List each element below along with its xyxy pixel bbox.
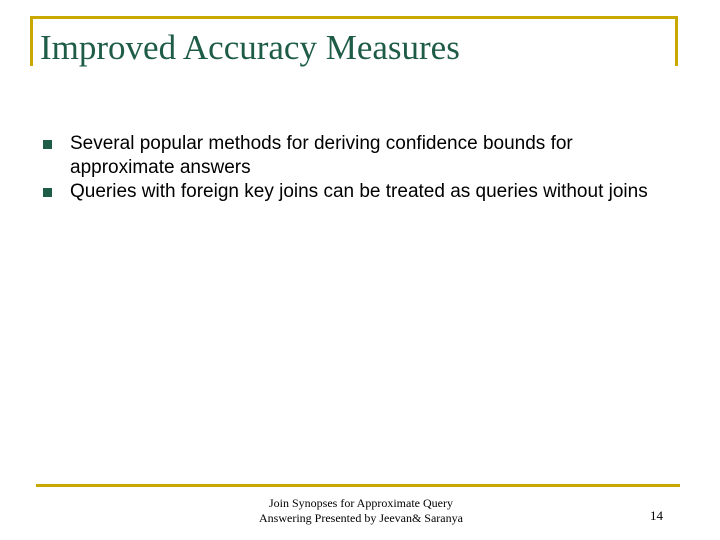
frame-right-rule <box>675 16 678 66</box>
footer-caption-line-2: Answering Presented by Jeevan& Saranya <box>259 511 463 525</box>
footer-rule <box>36 484 680 487</box>
square-bullet-icon <box>43 140 52 149</box>
slide-title: Improved Accuracy Measures <box>40 28 460 67</box>
square-bullet-icon <box>43 188 52 197</box>
bullet-text: Several popular methods for deriving confidence bounds for approximate answers <box>70 133 573 178</box>
bullet-item <box>38 132 678 180</box>
bullet-item <box>38 180 678 204</box>
page-number: 14 <box>650 508 663 523</box>
footer-caption <box>230 496 492 526</box>
bullet-text: Queries with foreign key joins can be treated as queries without joins <box>70 181 648 202</box>
frame-left-rule <box>30 16 33 66</box>
frame-top-rule <box>30 16 678 19</box>
footer-caption-line-1: Join Synopses for Approximate Query <box>269 496 453 510</box>
bullet-list <box>38 132 678 204</box>
